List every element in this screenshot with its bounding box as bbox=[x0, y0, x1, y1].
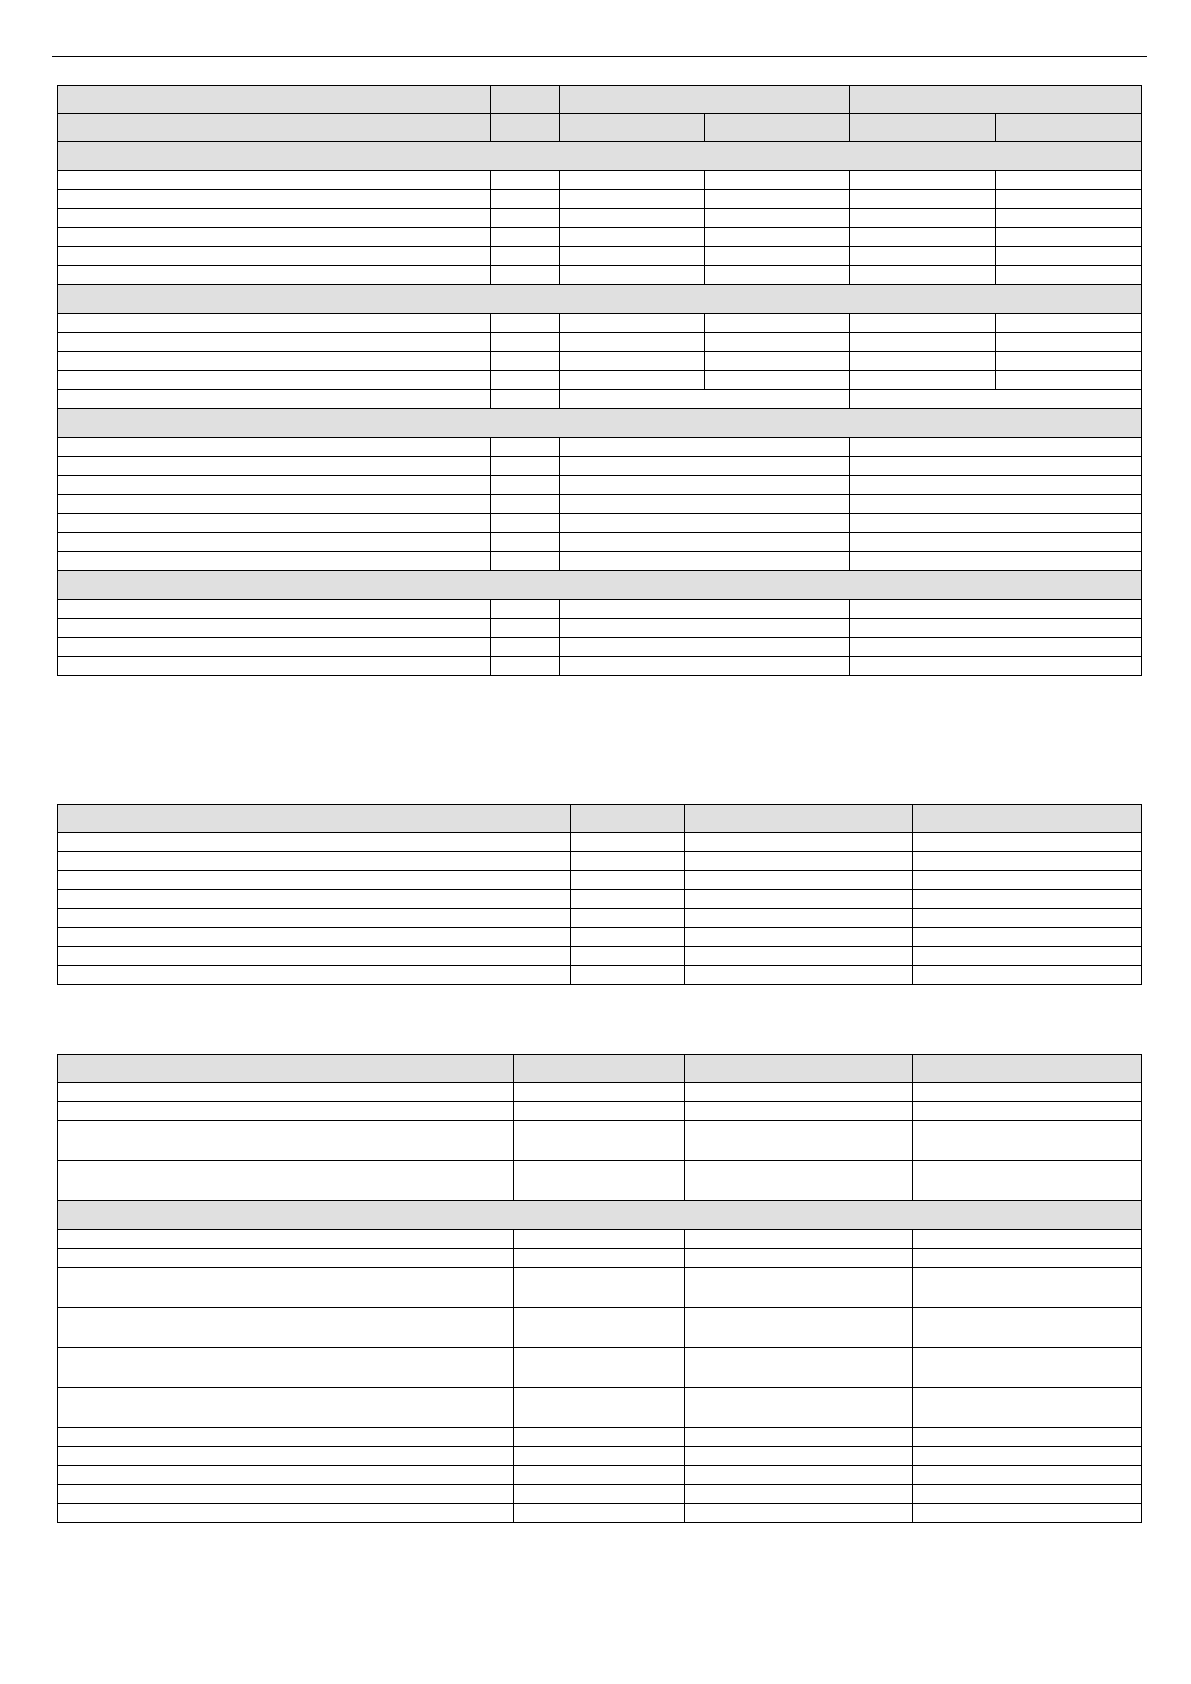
table-cell bbox=[560, 495, 850, 514]
table-cell bbox=[514, 1504, 685, 1523]
table-cell bbox=[491, 476, 560, 495]
table-cell bbox=[685, 890, 913, 909]
table-row bbox=[58, 247, 1142, 266]
table-cell bbox=[685, 1230, 913, 1249]
table-cell bbox=[850, 457, 1142, 476]
table-cell bbox=[705, 228, 850, 247]
table-cell bbox=[913, 1388, 1142, 1428]
table-cell bbox=[996, 209, 1142, 228]
table-cell bbox=[996, 333, 1142, 352]
table-row bbox=[58, 1388, 1142, 1428]
table-cell bbox=[996, 228, 1142, 247]
table-cell bbox=[571, 947, 685, 966]
table-cell bbox=[514, 1308, 685, 1348]
table-row bbox=[58, 600, 1142, 619]
table-cell bbox=[491, 86, 560, 114]
table-row bbox=[58, 1249, 1142, 1268]
table-cell bbox=[58, 871, 571, 890]
table-cell bbox=[58, 266, 491, 285]
table-cell bbox=[58, 805, 571, 833]
table-cell bbox=[58, 1428, 514, 1447]
table-cell bbox=[560, 371, 705, 390]
table-cell bbox=[685, 1348, 913, 1388]
table-cell bbox=[491, 600, 560, 619]
table-cell bbox=[58, 852, 571, 871]
table-cell bbox=[491, 552, 560, 571]
table-cell bbox=[58, 1348, 514, 1388]
table-cell bbox=[58, 1466, 514, 1485]
table-cell bbox=[913, 1447, 1142, 1466]
summary-table-body bbox=[58, 805, 1142, 985]
table-cell bbox=[996, 247, 1142, 266]
table-row bbox=[58, 1348, 1142, 1388]
table-row bbox=[58, 833, 1142, 852]
table-cell bbox=[58, 947, 571, 966]
table-cell bbox=[913, 852, 1142, 871]
table-cell bbox=[514, 1249, 685, 1268]
table-cell bbox=[58, 1121, 514, 1161]
table-cell bbox=[560, 209, 705, 228]
table-cell bbox=[913, 805, 1142, 833]
table-cell bbox=[913, 1268, 1142, 1308]
table-cell bbox=[850, 228, 996, 247]
table-cell bbox=[685, 1308, 913, 1348]
table-cell bbox=[913, 1348, 1142, 1388]
table-cell bbox=[560, 247, 705, 266]
table-cell bbox=[491, 457, 560, 476]
table-cell bbox=[685, 1249, 913, 1268]
table-row bbox=[58, 209, 1142, 228]
table-row bbox=[58, 266, 1142, 285]
table-header-row bbox=[58, 86, 1142, 114]
section-title bbox=[58, 409, 1142, 438]
main-data-table bbox=[57, 85, 1142, 676]
table-row bbox=[58, 552, 1142, 571]
table-cell bbox=[996, 371, 1142, 390]
table-cell bbox=[491, 352, 560, 371]
table-cell bbox=[58, 333, 491, 352]
section-title bbox=[58, 285, 1142, 314]
table-cell bbox=[58, 228, 491, 247]
table-cell bbox=[913, 1466, 1142, 1485]
table-row bbox=[58, 457, 1142, 476]
table-row bbox=[58, 1268, 1142, 1308]
table-cell bbox=[571, 833, 685, 852]
table-cell bbox=[491, 266, 560, 285]
table-cell bbox=[913, 890, 1142, 909]
table-cell bbox=[913, 1308, 1142, 1348]
table-row bbox=[58, 371, 1142, 390]
table-cell bbox=[58, 966, 571, 985]
table-cell bbox=[58, 457, 491, 476]
table-cell bbox=[705, 314, 850, 333]
table-cell bbox=[560, 114, 705, 142]
table-cell bbox=[58, 190, 491, 209]
section-title bbox=[58, 571, 1142, 600]
table-cell bbox=[58, 909, 571, 928]
table-cell bbox=[685, 1161, 913, 1201]
table-cell bbox=[850, 352, 996, 371]
table-cell bbox=[685, 1083, 913, 1102]
table-cell bbox=[705, 209, 850, 228]
table-cell bbox=[850, 171, 996, 190]
table-cell bbox=[850, 114, 996, 142]
table-cell bbox=[571, 890, 685, 909]
table-cell bbox=[913, 947, 1142, 966]
table-row bbox=[58, 619, 1142, 638]
table-cell bbox=[685, 1268, 913, 1308]
table-cell bbox=[491, 619, 560, 638]
table-cell bbox=[685, 1121, 913, 1161]
table-cell bbox=[850, 619, 1142, 638]
table-cell bbox=[705, 171, 850, 190]
table-cell bbox=[58, 928, 571, 947]
table-row bbox=[58, 476, 1142, 495]
section-header-row bbox=[58, 285, 1142, 314]
table-cell bbox=[514, 1466, 685, 1485]
table-cell bbox=[560, 457, 850, 476]
table-cell bbox=[491, 190, 560, 209]
table-cell bbox=[850, 390, 1142, 409]
table-cell bbox=[58, 552, 491, 571]
table-cell bbox=[58, 1102, 514, 1121]
table-row bbox=[58, 1447, 1142, 1466]
table-cell bbox=[560, 228, 705, 247]
table-cell bbox=[913, 1055, 1142, 1083]
table-cell bbox=[514, 1161, 685, 1201]
table-cell bbox=[514, 1348, 685, 1388]
table-cell bbox=[850, 266, 996, 285]
table-cell bbox=[685, 852, 913, 871]
table-cell bbox=[685, 928, 913, 947]
table-cell bbox=[996, 190, 1142, 209]
table-row bbox=[58, 314, 1142, 333]
table-cell bbox=[58, 1161, 514, 1201]
table-row bbox=[58, 1504, 1142, 1523]
table-cell bbox=[685, 966, 913, 985]
table-row bbox=[58, 1428, 1142, 1447]
table-cell bbox=[560, 600, 850, 619]
table-cell bbox=[514, 1055, 685, 1083]
table-row bbox=[58, 390, 1142, 409]
table-row bbox=[58, 1121, 1142, 1161]
table-cell bbox=[850, 638, 1142, 657]
table-cell bbox=[491, 171, 560, 190]
table-cell bbox=[996, 314, 1142, 333]
table-row bbox=[58, 871, 1142, 890]
table-cell bbox=[850, 247, 996, 266]
table-cell bbox=[685, 1388, 913, 1428]
table-cell bbox=[514, 1083, 685, 1102]
table-cell bbox=[58, 438, 491, 457]
table-cell bbox=[850, 86, 1142, 114]
table-cell bbox=[571, 966, 685, 985]
table-cell bbox=[491, 657, 560, 676]
table-cell bbox=[913, 1121, 1142, 1161]
table-cell bbox=[491, 371, 560, 390]
table-subheader-row bbox=[58, 114, 1142, 142]
table-cell bbox=[560, 552, 850, 571]
table-cell bbox=[58, 1485, 514, 1504]
table-cell bbox=[491, 438, 560, 457]
table-cell bbox=[913, 1102, 1142, 1121]
table-cell bbox=[58, 657, 491, 676]
table-cell bbox=[850, 476, 1142, 495]
table-row bbox=[58, 947, 1142, 966]
table-cell bbox=[514, 1485, 685, 1504]
table-cell bbox=[560, 476, 850, 495]
section-title bbox=[58, 142, 1142, 171]
table-cell bbox=[58, 1230, 514, 1249]
table-cell bbox=[58, 514, 491, 533]
table-cell bbox=[514, 1230, 685, 1249]
table-cell bbox=[58, 352, 491, 371]
table-row bbox=[58, 533, 1142, 552]
table-cell bbox=[491, 247, 560, 266]
table-cell bbox=[850, 333, 996, 352]
table-cell bbox=[491, 533, 560, 552]
table-row bbox=[58, 852, 1142, 871]
table-row bbox=[58, 190, 1142, 209]
table-row bbox=[58, 352, 1142, 371]
table-cell bbox=[996, 114, 1142, 142]
table-cell bbox=[913, 1249, 1142, 1268]
table-cell bbox=[685, 1447, 913, 1466]
table-cell bbox=[514, 1121, 685, 1161]
table-cell bbox=[571, 909, 685, 928]
table-cell bbox=[58, 600, 491, 619]
table-cell bbox=[560, 438, 850, 457]
table-cell bbox=[685, 871, 913, 890]
table-cell bbox=[491, 333, 560, 352]
table-cell bbox=[58, 314, 491, 333]
table-cell bbox=[685, 1504, 913, 1523]
table-cell bbox=[850, 514, 1142, 533]
table-cell bbox=[850, 495, 1142, 514]
table-cell bbox=[560, 171, 705, 190]
table-cell bbox=[514, 1428, 685, 1447]
table-row bbox=[58, 1485, 1142, 1504]
section-header-row bbox=[58, 142, 1142, 171]
table-row bbox=[58, 1466, 1142, 1485]
table-cell bbox=[913, 966, 1142, 985]
table-row bbox=[58, 1230, 1142, 1249]
table-cell bbox=[491, 514, 560, 533]
table-cell bbox=[571, 805, 685, 833]
table-row bbox=[58, 438, 1142, 457]
table-cell bbox=[705, 333, 850, 352]
table-cell bbox=[58, 209, 491, 228]
table-cell bbox=[705, 190, 850, 209]
table-cell bbox=[685, 1466, 913, 1485]
table-cell bbox=[913, 1230, 1142, 1249]
table-row bbox=[58, 1161, 1142, 1201]
table-cell bbox=[58, 495, 491, 514]
table-cell bbox=[685, 947, 913, 966]
table-cell bbox=[560, 533, 850, 552]
table-cell bbox=[58, 1083, 514, 1102]
table-cell bbox=[685, 833, 913, 852]
table-cell bbox=[996, 352, 1142, 371]
table-cell bbox=[560, 514, 850, 533]
table-cell bbox=[850, 209, 996, 228]
table-row bbox=[58, 657, 1142, 676]
table-cell bbox=[850, 533, 1142, 552]
main-data-table-body bbox=[58, 86, 1142, 676]
table-cell bbox=[560, 657, 850, 676]
table-cell bbox=[996, 171, 1142, 190]
table-cell bbox=[850, 314, 996, 333]
table-cell bbox=[58, 533, 491, 552]
table-cell bbox=[685, 1102, 913, 1121]
section-title bbox=[58, 1201, 1142, 1230]
table-cell bbox=[913, 833, 1142, 852]
table-cell bbox=[560, 352, 705, 371]
table-cell bbox=[571, 852, 685, 871]
table-row bbox=[58, 171, 1142, 190]
table-cell bbox=[58, 833, 571, 852]
table-cell bbox=[913, 1504, 1142, 1523]
table-cell bbox=[491, 209, 560, 228]
table-cell bbox=[491, 314, 560, 333]
table-cell bbox=[685, 1055, 913, 1083]
table-row bbox=[58, 890, 1142, 909]
table-cell bbox=[913, 909, 1142, 928]
table-cell bbox=[491, 228, 560, 247]
table-cell bbox=[491, 390, 560, 409]
table-cell bbox=[58, 638, 491, 657]
table-cell bbox=[58, 1447, 514, 1466]
table-row bbox=[58, 333, 1142, 352]
table-header-row bbox=[58, 1055, 1142, 1083]
table-cell bbox=[560, 190, 705, 209]
table-cell bbox=[58, 371, 491, 390]
section-header-row bbox=[58, 571, 1142, 600]
table-row bbox=[58, 966, 1142, 985]
table-cell bbox=[705, 352, 850, 371]
table-cell bbox=[996, 266, 1142, 285]
table-cell bbox=[560, 266, 705, 285]
table-cell bbox=[58, 86, 491, 114]
table-cell bbox=[913, 1428, 1142, 1447]
table-cell bbox=[685, 805, 913, 833]
table-cell bbox=[705, 266, 850, 285]
table-cell bbox=[913, 1083, 1142, 1102]
table-row bbox=[58, 1308, 1142, 1348]
table-cell bbox=[913, 871, 1142, 890]
table-row bbox=[58, 909, 1142, 928]
table-cell bbox=[58, 171, 491, 190]
table-cell bbox=[58, 476, 491, 495]
table-cell bbox=[58, 1268, 514, 1308]
table-cell bbox=[850, 438, 1142, 457]
table-cell bbox=[560, 333, 705, 352]
table-cell bbox=[560, 619, 850, 638]
table-cell bbox=[571, 928, 685, 947]
table-cell bbox=[514, 1102, 685, 1121]
table-cell bbox=[560, 638, 850, 657]
table-cell bbox=[705, 247, 850, 266]
table-row bbox=[58, 495, 1142, 514]
table-cell bbox=[514, 1268, 685, 1308]
table-cell bbox=[560, 390, 850, 409]
table-cell bbox=[850, 657, 1142, 676]
table-row bbox=[58, 1102, 1142, 1121]
table-cell bbox=[850, 371, 996, 390]
table-row bbox=[58, 638, 1142, 657]
table-cell bbox=[58, 890, 571, 909]
table-cell bbox=[705, 371, 850, 390]
table-cell bbox=[491, 495, 560, 514]
table-cell bbox=[58, 1388, 514, 1428]
table-cell bbox=[560, 314, 705, 333]
table-row bbox=[58, 514, 1142, 533]
table-cell bbox=[850, 552, 1142, 571]
section-header-row bbox=[58, 409, 1142, 438]
table-header-row bbox=[58, 805, 1142, 833]
table-cell bbox=[705, 114, 850, 142]
table-cell bbox=[913, 1161, 1142, 1201]
table-cell bbox=[58, 1308, 514, 1348]
table-cell bbox=[685, 1485, 913, 1504]
table-cell bbox=[58, 1055, 514, 1083]
table-cell bbox=[913, 928, 1142, 947]
detail-table-body bbox=[58, 1055, 1142, 1523]
table-cell bbox=[685, 909, 913, 928]
table-cell bbox=[491, 638, 560, 657]
table-cell bbox=[514, 1447, 685, 1466]
table-cell bbox=[850, 190, 996, 209]
table-cell bbox=[685, 1428, 913, 1447]
header-rule bbox=[52, 56, 1147, 57]
table-cell bbox=[560, 86, 850, 114]
summary-table bbox=[57, 804, 1142, 985]
section-header-row bbox=[58, 1201, 1142, 1230]
table-cell bbox=[514, 1388, 685, 1428]
table-cell bbox=[58, 1504, 514, 1523]
table-cell bbox=[913, 1485, 1142, 1504]
table-cell bbox=[58, 1249, 514, 1268]
table-cell bbox=[58, 390, 491, 409]
table-cell bbox=[850, 600, 1142, 619]
table-row bbox=[58, 928, 1142, 947]
table-cell bbox=[58, 619, 491, 638]
detail-table bbox=[57, 1054, 1142, 1523]
table-cell bbox=[58, 247, 491, 266]
table-row bbox=[58, 1083, 1142, 1102]
table-cell bbox=[58, 114, 491, 142]
table-row bbox=[58, 228, 1142, 247]
table-cell bbox=[491, 114, 560, 142]
table-cell bbox=[571, 871, 685, 890]
